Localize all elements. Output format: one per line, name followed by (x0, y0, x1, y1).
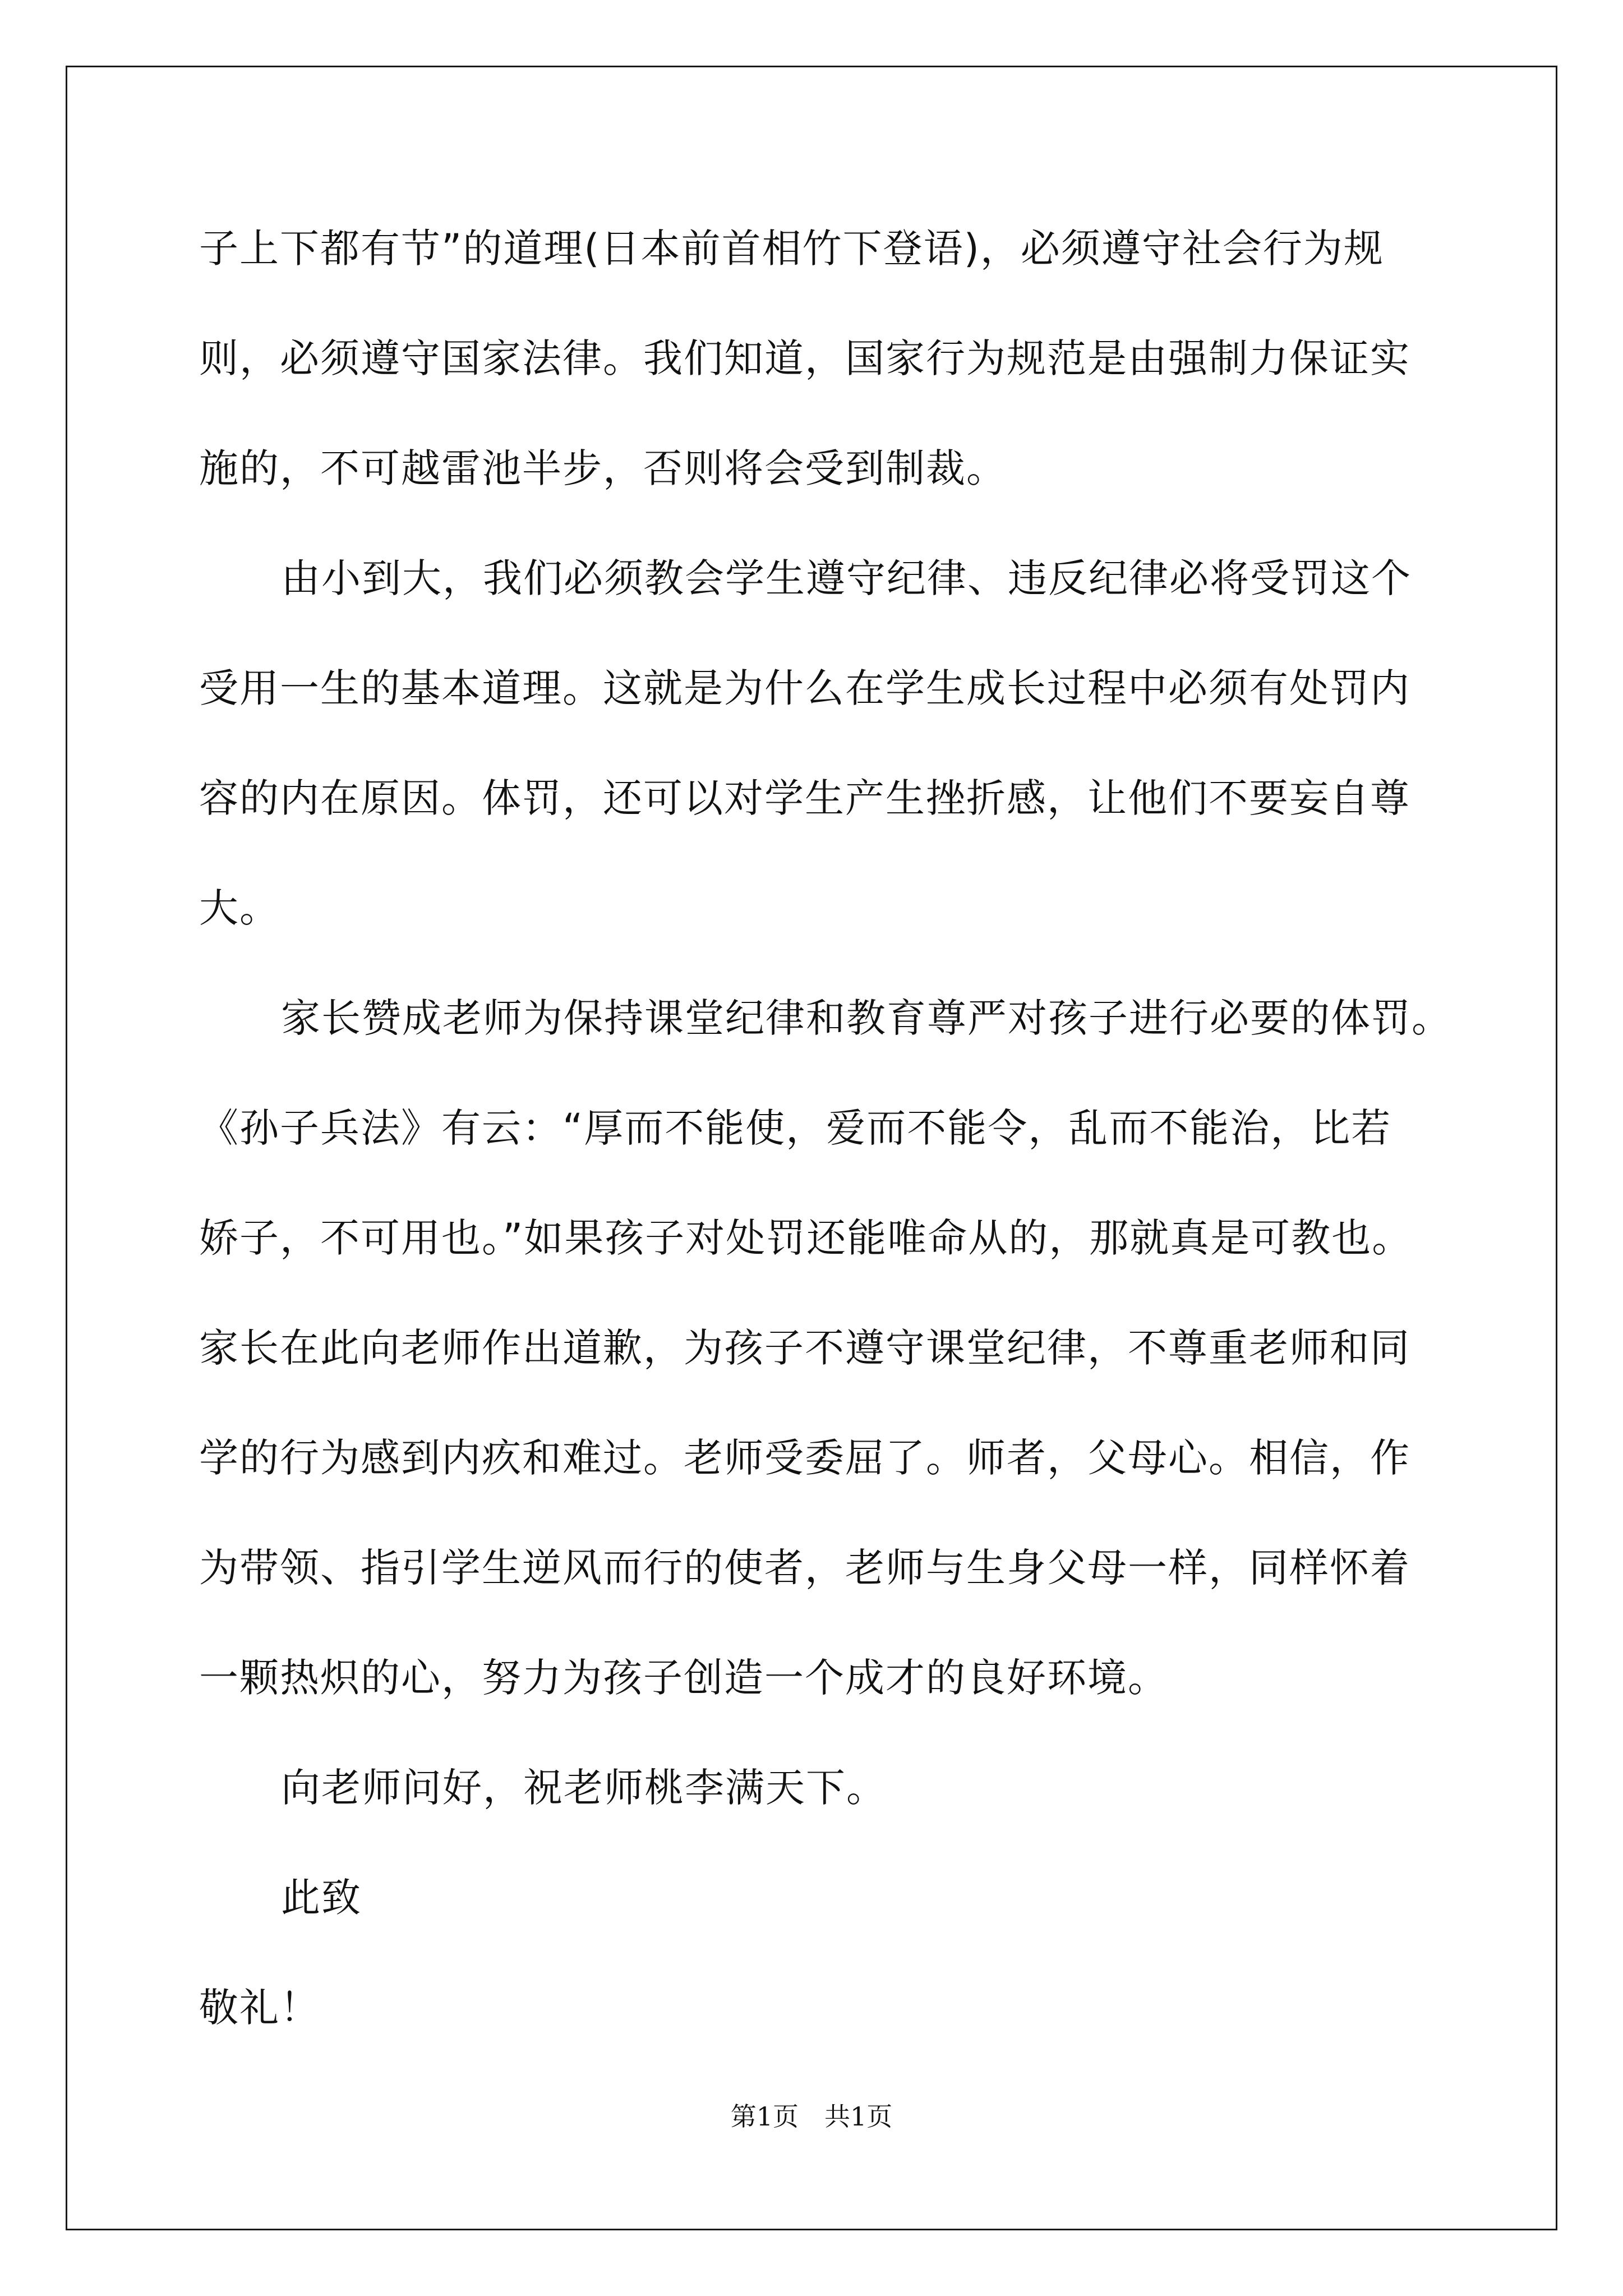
letter-body (199, 216, 1452, 2085)
body-line: 大。 (199, 885, 280, 931)
body-line: 子上下都有节”的道理(日本前首相竹下登语)，必须遵守社会行为规 (199, 226, 1384, 272)
body-line: 《孙子兵法》有云：“厚而不能使，爱而不能令，乱而不能治，比若 (199, 1105, 1392, 1151)
body-line: 容的内在原因。体罚，还可以对学生产生挫折感，让他们不要妄自尊 (199, 775, 1410, 821)
page-number-footer: 第1页 共1页 (730, 2101, 893, 2132)
body-line: 施的，不可越雷池半步，否则将会受到制裁。 (199, 445, 1007, 491)
closing-line: 此致 (281, 1875, 362, 1921)
body-line: 则，必须遵守国家法律。我们知道，国家行为规范是由强制力保证实 (199, 335, 1410, 381)
body-line: 家长在此向老师作出道歉，为孩子不遵守课堂纪律，不尊重老师和同 (199, 1325, 1410, 1371)
body-line: 由小到大，我们必须教会学生遵守纪律、违反纪律必将受罚这个 (281, 555, 1412, 601)
salutation-line: 敬礼！ (199, 1985, 320, 2031)
body-line: 一颗热炽的心，努力为孩子创造一个成才的良好环境。 (199, 1655, 1168, 1701)
body-line: 为带领、指引学生逆风而行的使者，老师与生身父母一样，同样怀着 (199, 1545, 1410, 1591)
greeting-line: 向老师问好，祝老师桃李满天下。 (281, 1765, 887, 1811)
body-line: 家长赞成老师为保持课堂纪律和教育尊严对孩子进行必要的体罚。 (281, 995, 1452, 1041)
body-line: 受用一生的基本道理。这就是为什么在学生成长过程中必须有处罚内 (199, 665, 1410, 711)
body-line: 娇子，不可用也。”如果孩子对处罚还能唯命从的，那就真是可教也。 (199, 1215, 1413, 1261)
body-line: 学的行为感到内疚和难过。老师受委屈了。师者，父母心。相信，作 (199, 1435, 1410, 1481)
